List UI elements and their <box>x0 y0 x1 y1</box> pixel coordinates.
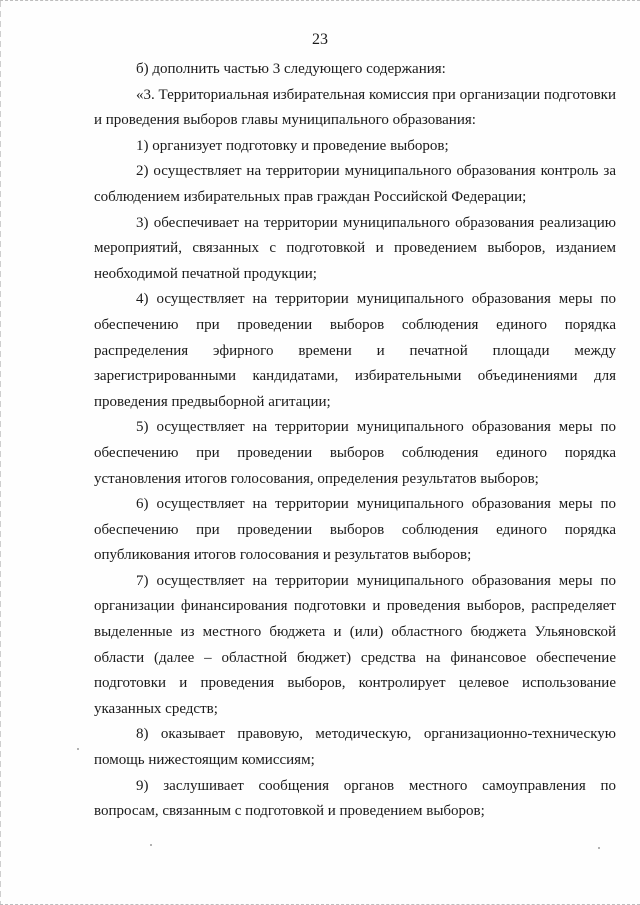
paragraph-item-9: 9) заслушивает сообщения органов местного самоуправления по вопросам, связанным с подготовкой и проведением выборов; <box>94 777 616 820</box>
paragraph-amendment-intro: б) дополнить частью 3 следующего содержания: <box>136 61 446 77</box>
paragraph-part-3-heading: «3. Территориальная избирательная комиссия при организации подготовки и проведения выборов главы муниципального образования: <box>94 86 616 129</box>
document-body <box>94 57 616 825</box>
scan-speck <box>150 844 152 846</box>
scan-speck <box>598 847 600 849</box>
paragraph-item-4: 4) осуществляет на территории муниципального образования меры по обеспечению при проведении выборов соблюдения единого порядка распределения эфирного времени и печатной площади между зарегистрированными кандидатами, избирательными объединениями для проведения предвыборной агитации; <box>94 291 616 410</box>
paragraph-item-6: 6) осуществляет на территории муниципального образования меры по обеспечению при проведении выборов соблюдения единого порядка опубликования итогов голосования и результатов выборов; <box>94 496 616 564</box>
paragraph-item-3: 3) обеспечивает на территории муниципального образования реализацию мероприятий, связанных с подготовкой и проведением выборов, изданием необходимой печатной продукции; <box>94 214 616 282</box>
paragraph-item-7: 7) осуществляет на территории муниципального образования меры по организации финансирования подготовки и проведения выборов, распределяет выделенные из местного бюджета и (или) областного бюджета Ульяновской области (далее – областной бюджет) средства на финансовое обеспечение подготовки и проведения выборов, контролирует целевое использование указанных средств; <box>94 572 616 717</box>
paragraph-item-8: 8) оказывает правовую, методическую, организационно-техническую помощь нижестоящим комиссиям; <box>94 726 616 769</box>
paragraph-item-5: 5) осуществляет на территории муниципального образования меры по обеспечению при проведении выборов соблюдения единого порядка установления итогов голосования, определения результатов выборов; <box>94 419 616 487</box>
page-number: 23 <box>312 31 328 48</box>
paragraph-item-2: 2) осуществляет на территории муниципального образования контроль за соблюдением избирательных прав граждан Российской Федерации; <box>94 163 616 205</box>
page-left-edge <box>0 1 1 905</box>
paragraph-item-1: 1) организует подготовку и проведение выборов; <box>136 137 449 154</box>
scan-speck <box>77 748 79 750</box>
